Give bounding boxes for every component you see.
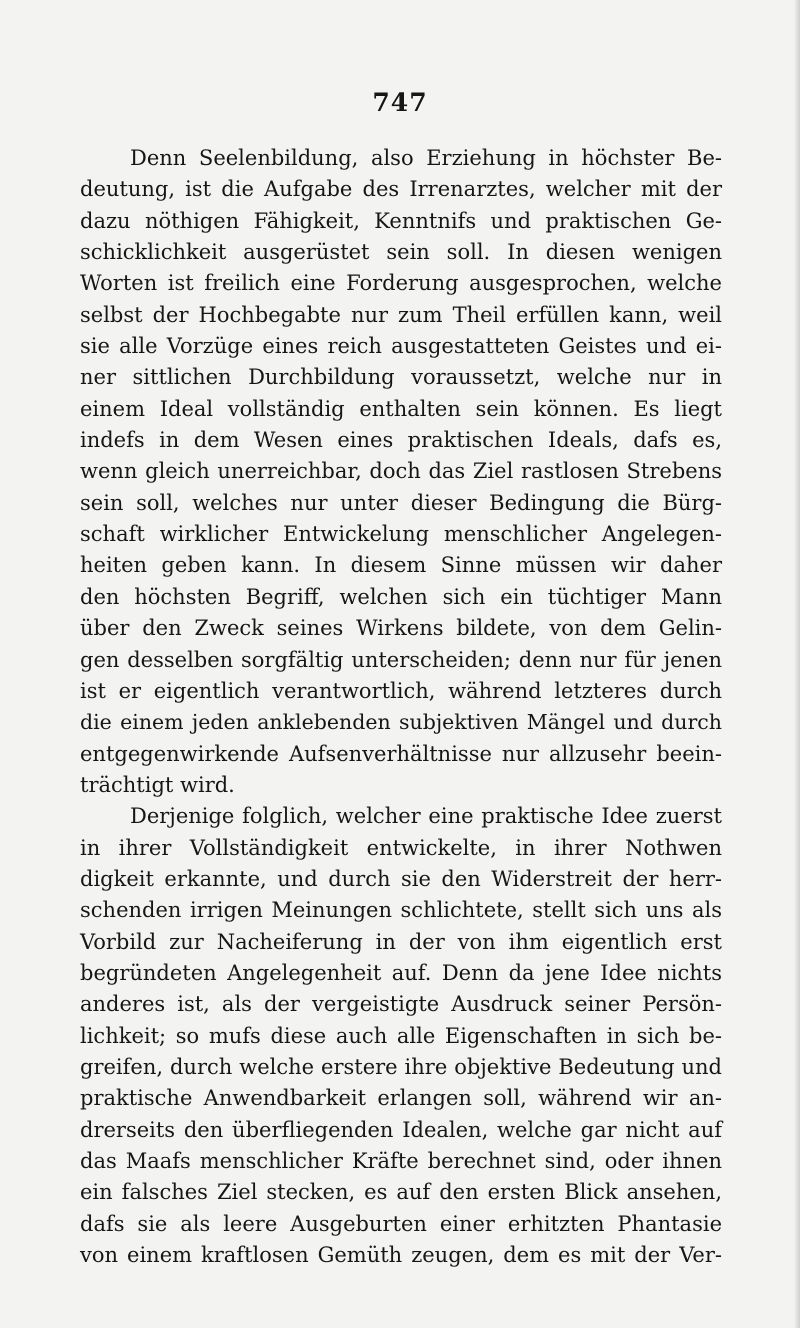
text-line: begründeten Angelegenheit auf. Denn da jene Idee nichts xyxy=(80,960,722,985)
text-line: Denn Seelenbildung, also Erziehung in höchster Be- xyxy=(130,146,722,170)
page-number: 747 xyxy=(372,88,428,117)
text-line: ner sittlichen Durchbildung voraussetzt, welche nur in xyxy=(80,365,722,390)
page-edge-shadow xyxy=(794,0,800,1328)
text-line: ist er eigentlich verantwortlich, während letzteres durch xyxy=(80,678,722,703)
text-line: trächtigt wird. xyxy=(80,772,235,797)
text-line: Worten ist freilich eine Forderung ausgesprochen, welche xyxy=(80,271,722,296)
text-line: schaft wirklicher Entwickelung menschlicher Angelegen- xyxy=(80,522,722,547)
text-line: ein falsches Ziel stecken, es auf den ersten Blick ansehen, xyxy=(80,1180,722,1205)
text-line: Vorbild zur Nacheiferung in der von ihm eigentlich erst xyxy=(80,929,722,954)
text-line: indefs in dem Wesen eines praktischen Ideals, dafs es, xyxy=(80,428,722,453)
text-line: drerseits den überfliegenden Idealen, welche gar nicht auf xyxy=(80,1117,722,1142)
text-line: wenn gleich unerreichbar, doch das Ziel rastlosen Strebens xyxy=(80,459,722,484)
text-line: den höchsten Begriff, welchen sich ein tüchtiger Mann xyxy=(80,584,722,609)
text-line: selbst der Hochbegabte nur zum Theil erfüllen kann, weil xyxy=(80,302,722,327)
text-line: gen desselben sorgfältig unterscheiden; denn nur für jenen xyxy=(80,647,722,672)
text-line: praktische Anwendbarkeit erlangen soll, während wir an- xyxy=(80,1086,722,1111)
text-line: greifen, durch welche erstere ihre objektive Bedeutung und xyxy=(80,1054,722,1079)
text-line: entgegenwirkende Aufsenverhältnisse nur allzusehr beein- xyxy=(80,741,722,766)
text-line: lichkeit; so mufs diese auch alle Eigenschaften in sich be- xyxy=(80,1023,722,1048)
text-line: Derjenige folglich, welcher eine praktische Idee zuerst xyxy=(130,804,722,829)
text-line: sie alle Vorzüge eines reich ausgestatteten Geistes und ei- xyxy=(80,334,722,359)
text-line: einem Ideal vollständig enthalten sein können. Es liegt xyxy=(80,396,722,421)
text-line: die einem jeden anklebenden subjektiven Mängel und durch xyxy=(80,710,722,735)
text-line: digkeit erkannte, und durch sie den Widerstreit der herr- xyxy=(80,866,722,891)
text-line: dafs sie als leere Ausgeburten einer erhitzten Phantasie xyxy=(80,1211,722,1236)
text-line: deutung, ist die Aufgabe des Irrenarztes, welcher mit der xyxy=(80,177,722,202)
text-line: über den Zweck seines Wirkens bildete, von dem Gelin- xyxy=(80,616,722,641)
text-line: schenden irrigen Meinungen schlichtete, stellt sich uns als xyxy=(80,898,722,923)
text-line: in ihrer Vollständigkeit entwickelte, in ihrer Nothwen xyxy=(80,835,722,860)
text-line: von einem kraftlosen Gemüth zeugen, dem es mit der Ver- xyxy=(80,1243,722,1268)
text-line: anderes ist, als der vergeistigte Ausdruck seiner Persön- xyxy=(80,992,722,1017)
text-line: heiten geben kann. In diesem Sinne müssen wir daher xyxy=(80,553,722,578)
text-line: dazu nöthigen Fähigkeit, Kenntnifs und praktischen Ge- xyxy=(80,208,722,233)
text-line: sein soll, welches nur unter dieser Bedingung die Bürg- xyxy=(80,490,722,515)
text-line: das Maafs menschlicher Kräfte berechnet sind, oder ihnen xyxy=(80,1149,722,1173)
text-line: schicklichkeit ausgerüstet sein soll. In diesen wenigen xyxy=(80,240,722,265)
body-text xyxy=(80,143,722,1271)
